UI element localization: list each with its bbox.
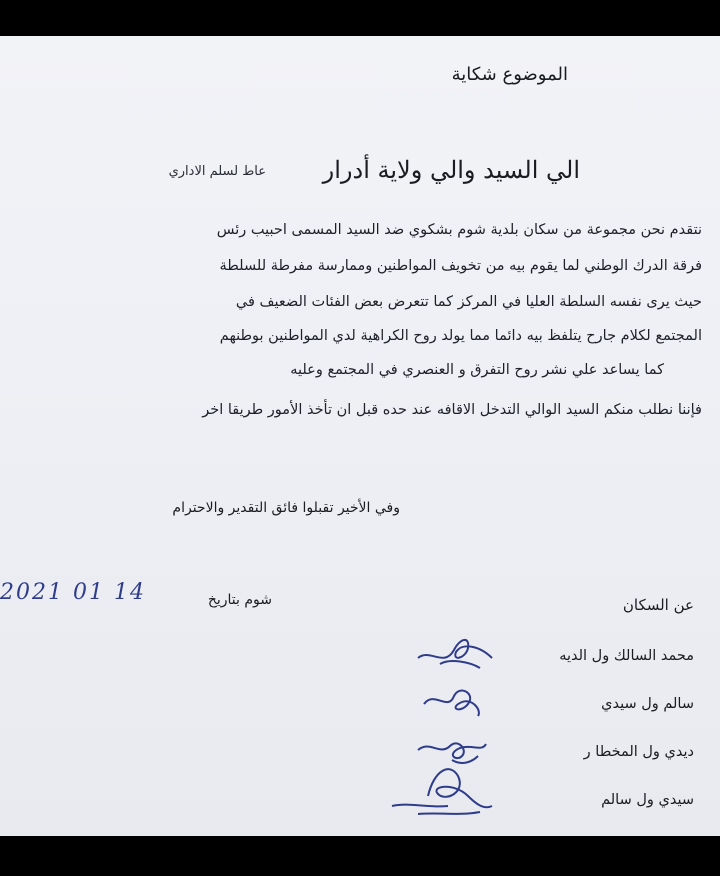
- letter-paper: [0, 36, 720, 836]
- signer-name-1: محمد السالك ول الديه: [559, 648, 694, 664]
- signer-name-4: سيدي ول سالم: [601, 792, 694, 808]
- body-line-3: حيث يرى نفسه السلطة العليا في المركز كما تتعرض بعض الفئات الضعيف في: [235, 294, 702, 310]
- signature-4: [388, 756, 498, 820]
- signer-name-2: سالم ول سيدي: [601, 696, 694, 712]
- signature-2: [418, 682, 488, 722]
- signer-name-3: ديدي ول المخطا ر: [583, 744, 694, 760]
- addressee-line: الي السيد والي ولاية أدرار: [322, 156, 580, 184]
- body-line-4: المجتمع لكلام جارح يتلفظ بيه دائما مما يولد روح الكراهية لدي المواطنين بوطنهم: [219, 328, 702, 344]
- body-line-6: فإننا نطلب منكم السيد الوالي التدخل الاقافه عند حده قبل ان تأخذ الأمور طريقا اخر: [202, 402, 702, 418]
- subject-line: الموضوع شكاية: [451, 64, 568, 85]
- from-label: عن السكان: [622, 596, 694, 614]
- place-date-label: شوم بتاريخ: [207, 592, 272, 608]
- signature-1: [410, 628, 500, 676]
- closing-line: وفي الأخير تقبلوا فائق التقدير والاحترام: [172, 500, 400, 516]
- body-line-2: فرقة الدرك الوطني لما يقوم بيه من تخويف المواطنين وممارسة مفرطة للسلطة: [219, 258, 702, 274]
- handwritten-date: 2021 01 14: [0, 580, 146, 605]
- body-line-5: كما يساعد علي نشر روح التفرق و العنصري في المجتمع وعليه: [290, 362, 664, 378]
- body-line-1: نتقدم نحن مجموعة من سكان بلدية شوم بشكوي ضد السيد المسمى احبيب رئس: [216, 222, 702, 238]
- admin-note: عاط لسلم الاداري: [168, 164, 266, 179]
